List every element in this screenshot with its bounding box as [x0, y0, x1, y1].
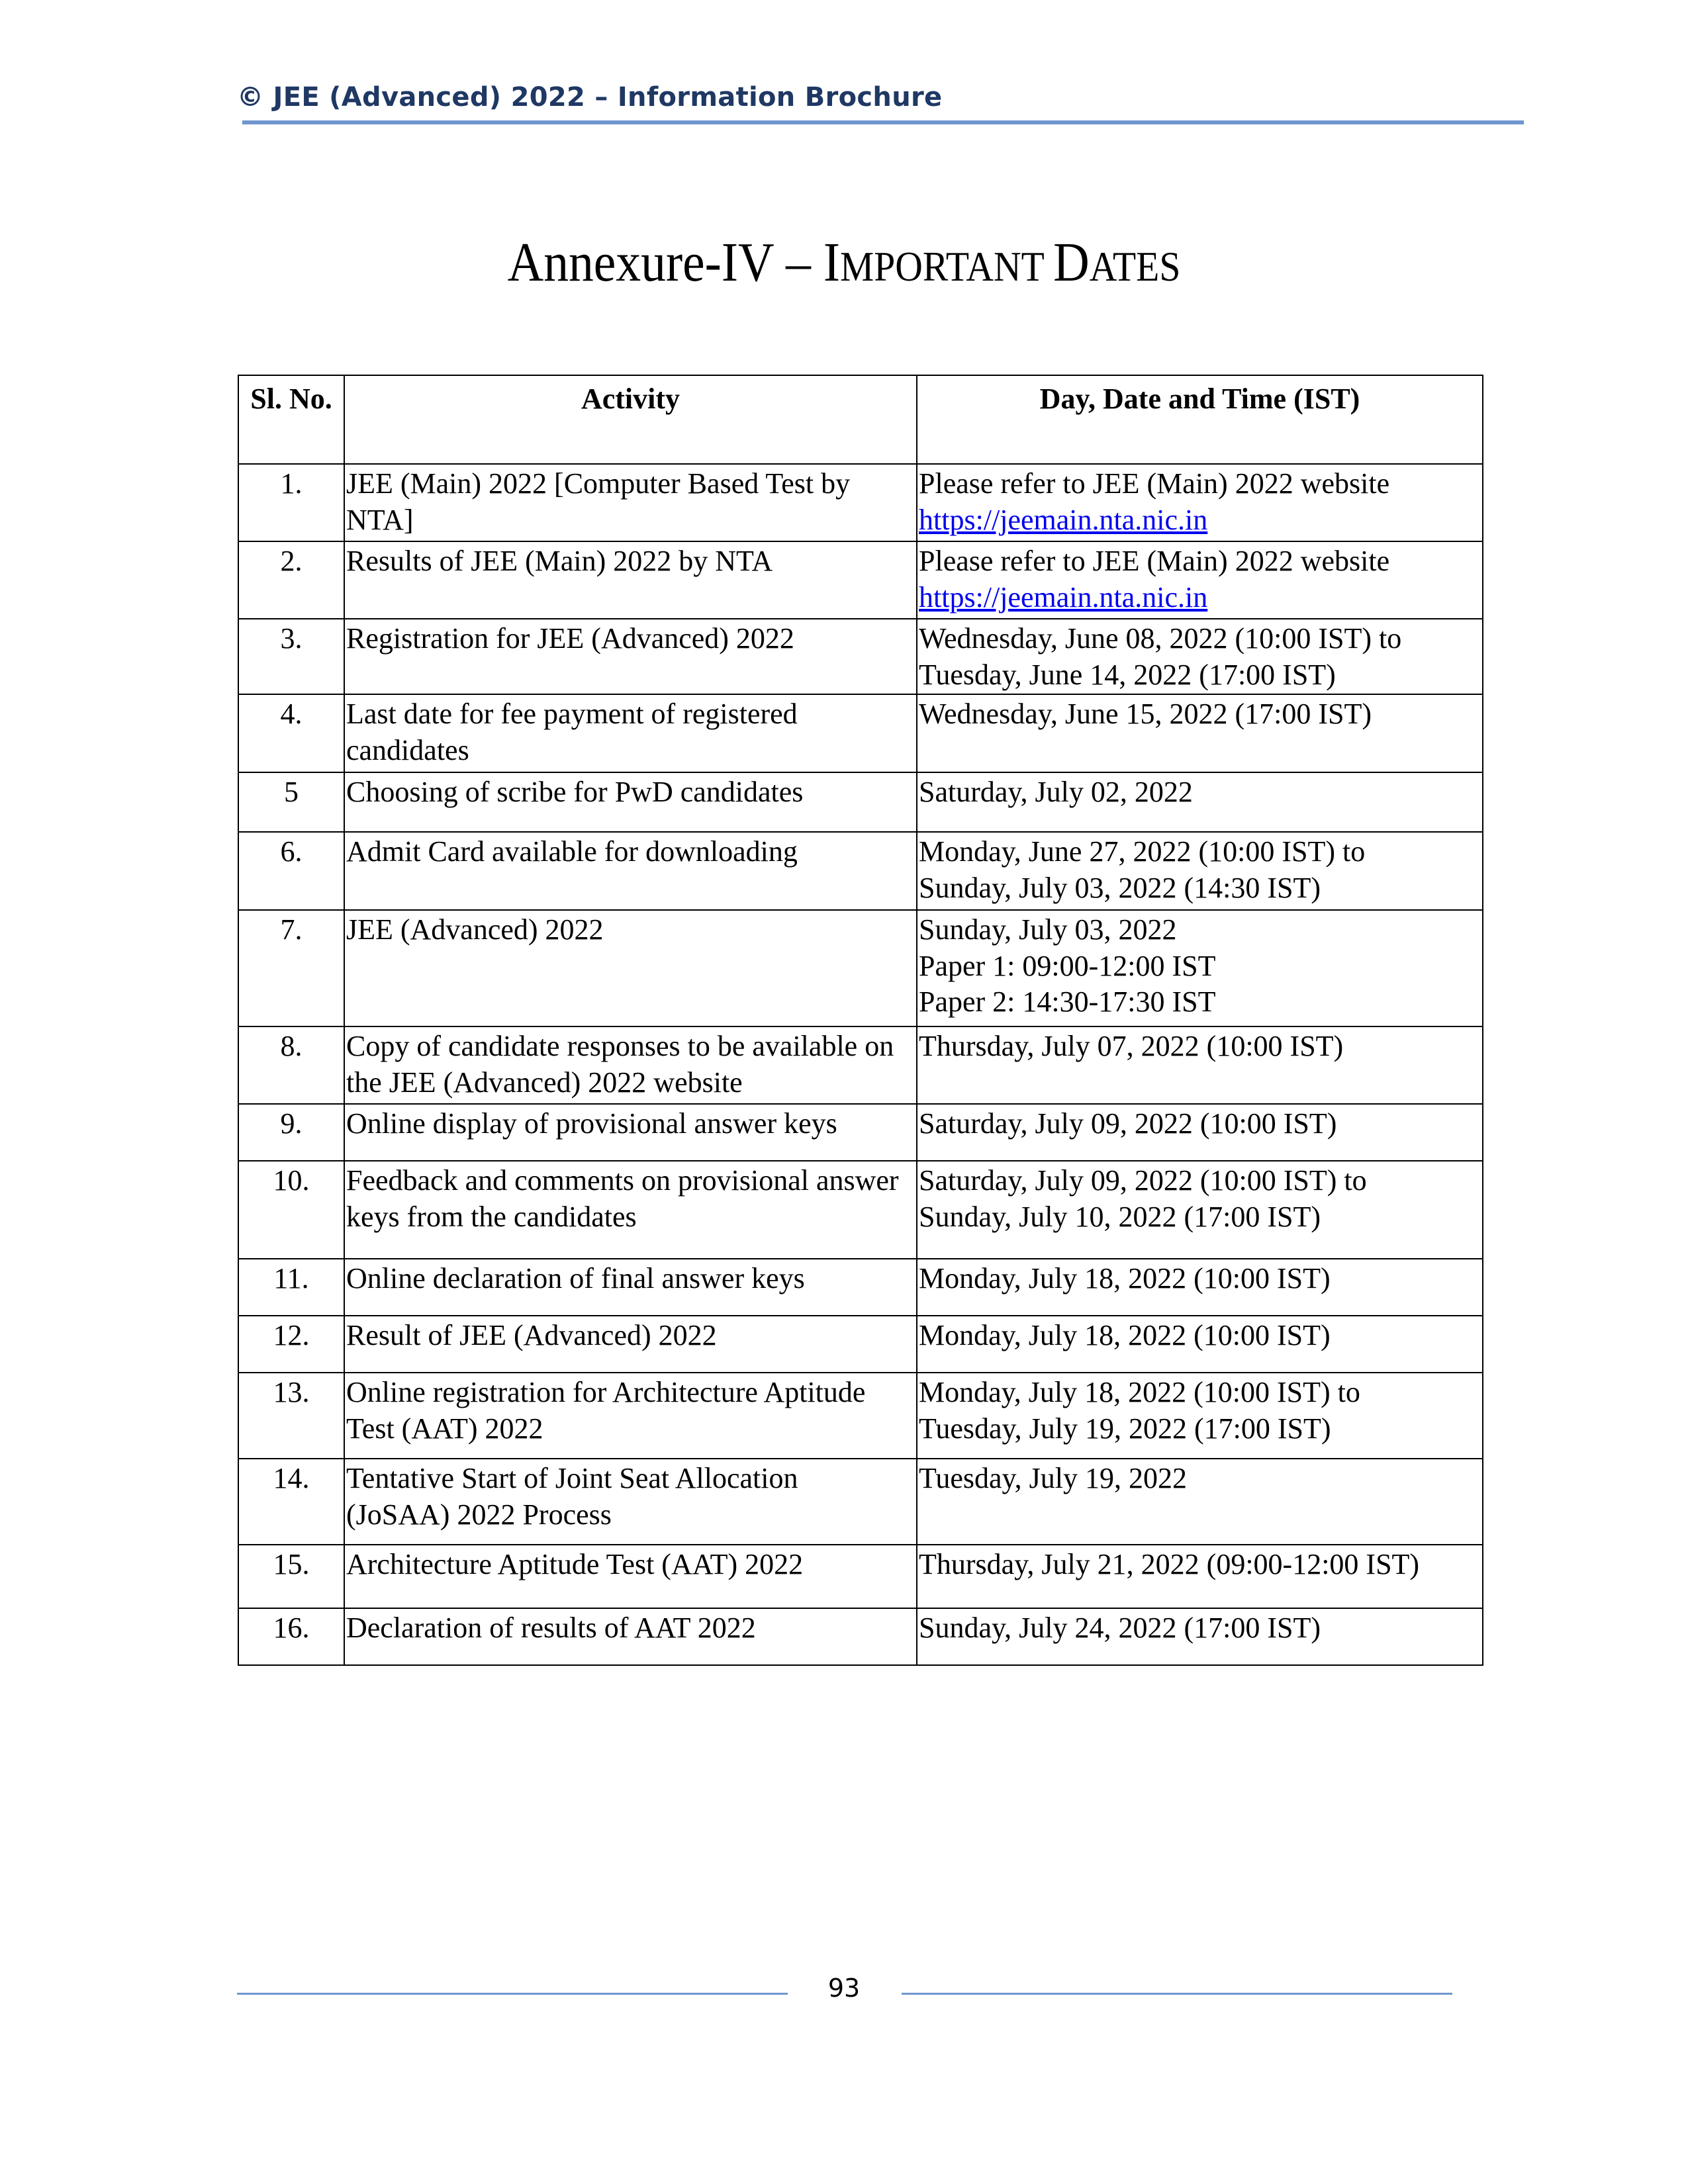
date-text-line: Paper 1: 09:00-12:00 IST — [919, 949, 1216, 982]
table-row — [238, 619, 1483, 694]
activity-text-line: Last date for fee payment of registered — [346, 698, 798, 730]
page-title-small-1: MPORTANT — [840, 243, 1054, 290]
activity-text-line: (JoSAA) 2022 Process — [346, 1498, 612, 1531]
sl-no-cell: 10. — [238, 1161, 344, 1259]
table-row — [238, 694, 1483, 772]
activity-text-line: the JEE (Advanced) 2022 website — [346, 1066, 743, 1099]
activity-text-line: JEE (Advanced) 2022 — [346, 913, 604, 946]
column-header-date-time: Day, Date and Time (IST) — [917, 375, 1483, 464]
sl-no-cell: 7. — [238, 910, 344, 1026]
sl-no-cell: 6. — [238, 832, 344, 910]
activity-text-line: Online registration for Architecture Aptitude — [346, 1376, 866, 1408]
table-row — [238, 541, 1483, 619]
date-text-line: Sunday, July 10, 2022 (17:00 IST) — [919, 1200, 1321, 1233]
sl-no-cell: 5 — [238, 772, 344, 832]
activity-cell — [344, 1161, 917, 1259]
activity-cell — [344, 464, 917, 541]
activity-text-line: Results of JEE (Main) 2022 by NTA — [346, 545, 773, 577]
date-time-cell — [917, 772, 1483, 832]
brochure-header-title: © JEE (Advanced) 2022 – Information Brochure — [237, 82, 943, 113]
page-title-cap-2: D — [1053, 232, 1090, 293]
sl-no-cell: 3. — [238, 619, 344, 694]
table-row — [238, 1161, 1483, 1259]
date-text-line: Wednesday, June 15, 2022 (17:00 IST) — [919, 698, 1372, 730]
date-text-line: Paper 2: 14:30-17:30 IST — [919, 985, 1216, 1019]
page-number: 93 — [827, 1974, 861, 2003]
footer-divider-right — [902, 1993, 1452, 1995]
date-text-line: Tuesday, July 19, 2022 (17:00 IST) — [919, 1412, 1331, 1445]
activity-cell — [344, 1026, 917, 1104]
date-text-line: Saturday, July 09, 2022 (10:00 IST) — [919, 1107, 1337, 1140]
date-text-line: Wednesday, June 08, 2022 (10:00 IST) to — [919, 622, 1402, 655]
date-text-line: Sunday, July 03, 2022 — [919, 913, 1177, 946]
jee-main-website-link[interactable]: https://jeemain.nta.nic.in — [919, 503, 1208, 536]
date-time-cell — [917, 1608, 1483, 1665]
table-row — [238, 1608, 1483, 1665]
sl-no-cell: 8. — [238, 1026, 344, 1104]
date-text-line: Saturday, July 09, 2022 (10:00 IST) to — [919, 1164, 1367, 1197]
date-time-cell — [917, 619, 1483, 694]
activity-cell — [344, 694, 917, 772]
date-time-cell — [917, 1104, 1483, 1161]
date-text-line: Saturday, July 02, 2022 — [919, 776, 1193, 808]
activity-cell — [344, 1316, 917, 1373]
date-text-line: Please refer to JEE (Main) 2022 website — [919, 467, 1390, 500]
activity-cell — [344, 541, 917, 619]
date-time-cell — [917, 832, 1483, 910]
date-time-cell — [917, 694, 1483, 772]
column-header-sl-no: Sl. No. — [238, 375, 344, 464]
activity-cell — [344, 832, 917, 910]
table-row — [238, 1104, 1483, 1161]
sl-no-cell: 2. — [238, 541, 344, 619]
activity-text-line: Choosing of scribe for PwD candidates — [346, 776, 804, 808]
table-header-row — [238, 375, 1483, 464]
date-time-cell — [917, 1259, 1483, 1316]
date-text-line: Thursday, July 21, 2022 (09:00-12:00 IST) — [919, 1548, 1420, 1580]
activity-text-line: Copy of candidate responses to be available on — [346, 1030, 894, 1062]
activity-text-line: Feedback and comments on provisional answer — [346, 1164, 899, 1197]
table-row — [238, 1459, 1483, 1545]
sl-no-cell: 16. — [238, 1608, 344, 1665]
date-time-cell — [917, 1545, 1483, 1608]
activity-text-line: Result of JEE (Advanced) 2022 — [346, 1319, 717, 1351]
date-text-line: Tuesday, July 19, 2022 — [919, 1462, 1188, 1494]
table-row — [238, 464, 1483, 541]
activity-text-line: keys from the candidates — [346, 1200, 637, 1233]
date-text-line: Sunday, July 03, 2022 (14:30 IST) — [919, 871, 1321, 904]
table-row — [238, 1316, 1483, 1373]
date-text-line: Sunday, July 24, 2022 (17:00 IST) — [919, 1612, 1321, 1644]
jee-main-website-link[interactable]: https://jeemain.nta.nic.in — [919, 580, 1208, 614]
activity-text-line: JEE (Main) 2022 [Computer Based Test by — [346, 467, 851, 500]
footer-divider-left — [237, 1993, 788, 1995]
date-time-cell — [917, 910, 1483, 1026]
sl-no-cell: 1. — [238, 464, 344, 541]
date-time-cell — [917, 1373, 1483, 1459]
activity-text-line: Registration for JEE (Advanced) 2022 — [346, 622, 794, 655]
activity-text-line: NTA] — [346, 503, 414, 536]
page-title-small-2: ATES — [1089, 243, 1181, 290]
activity-cell — [344, 619, 917, 694]
activity-text-line: Tentative Start of Joint Seat Allocation — [346, 1462, 798, 1494]
table-row — [238, 832, 1483, 910]
activity-cell — [344, 910, 917, 1026]
sl-no-cell: 13. — [238, 1373, 344, 1459]
page-title-main: Annexure-IV – — [507, 232, 823, 293]
activity-cell — [344, 1608, 917, 1665]
sl-no-cell: 11. — [238, 1259, 344, 1316]
activity-text-line: Architecture Aptitude Test (AAT) 2022 — [346, 1548, 804, 1580]
sl-no-cell: 4. — [238, 694, 344, 772]
activity-cell — [344, 1373, 917, 1459]
activity-text-line: Admit Card available for downloading — [346, 835, 798, 868]
page-title — [85, 232, 1604, 293]
activity-cell — [344, 1545, 917, 1608]
column-header-activity: Activity — [344, 375, 917, 464]
table-row — [238, 1259, 1483, 1316]
table-row — [238, 1545, 1483, 1608]
activity-cell — [344, 772, 917, 832]
date-time-cell — [917, 1026, 1483, 1104]
sl-no-cell: 15. — [238, 1545, 344, 1608]
sl-no-cell: 12. — [238, 1316, 344, 1373]
date-time-cell — [917, 541, 1483, 619]
date-text-line: Tuesday, June 14, 2022 (17:00 IST) — [919, 658, 1336, 691]
date-time-cell — [917, 1459, 1483, 1545]
page-title-cap-1: I — [823, 232, 841, 293]
activity-text-line: Declaration of results of AAT 2022 — [346, 1612, 756, 1644]
header-divider — [242, 120, 1524, 124]
date-text-line: Monday, July 18, 2022 (10:00 IST) — [919, 1262, 1331, 1295]
sl-no-cell: 9. — [238, 1104, 344, 1161]
date-text-line: Monday, July 18, 2022 (10:00 IST) to — [919, 1376, 1360, 1408]
date-time-cell — [917, 464, 1483, 541]
date-time-cell — [917, 1316, 1483, 1373]
activity-cell — [344, 1459, 917, 1545]
date-text-line: Monday, June 27, 2022 (10:00 IST) to — [919, 835, 1366, 868]
important-dates-table — [238, 375, 1483, 1666]
table-row — [238, 1026, 1483, 1104]
sl-no-cell: 14. — [238, 1459, 344, 1545]
date-text-line: Please refer to JEE (Main) 2022 website — [919, 545, 1390, 577]
date-text-line: Monday, July 18, 2022 (10:00 IST) — [919, 1319, 1331, 1351]
activity-text-line: Online declaration of final answer keys — [346, 1262, 805, 1295]
activity-text-line: Test (AAT) 2022 — [346, 1412, 543, 1445]
activity-text-line: candidates — [346, 733, 469, 766]
date-text-line: Thursday, July 07, 2022 (10:00 IST) — [919, 1030, 1344, 1062]
activity-cell — [344, 1259, 917, 1316]
table-row — [238, 772, 1483, 832]
activity-cell — [344, 1104, 917, 1161]
date-time-cell — [917, 1161, 1483, 1259]
table-row — [238, 910, 1483, 1026]
table-row — [238, 1373, 1483, 1459]
activity-text-line: Online display of provisional answer keys — [346, 1107, 837, 1140]
